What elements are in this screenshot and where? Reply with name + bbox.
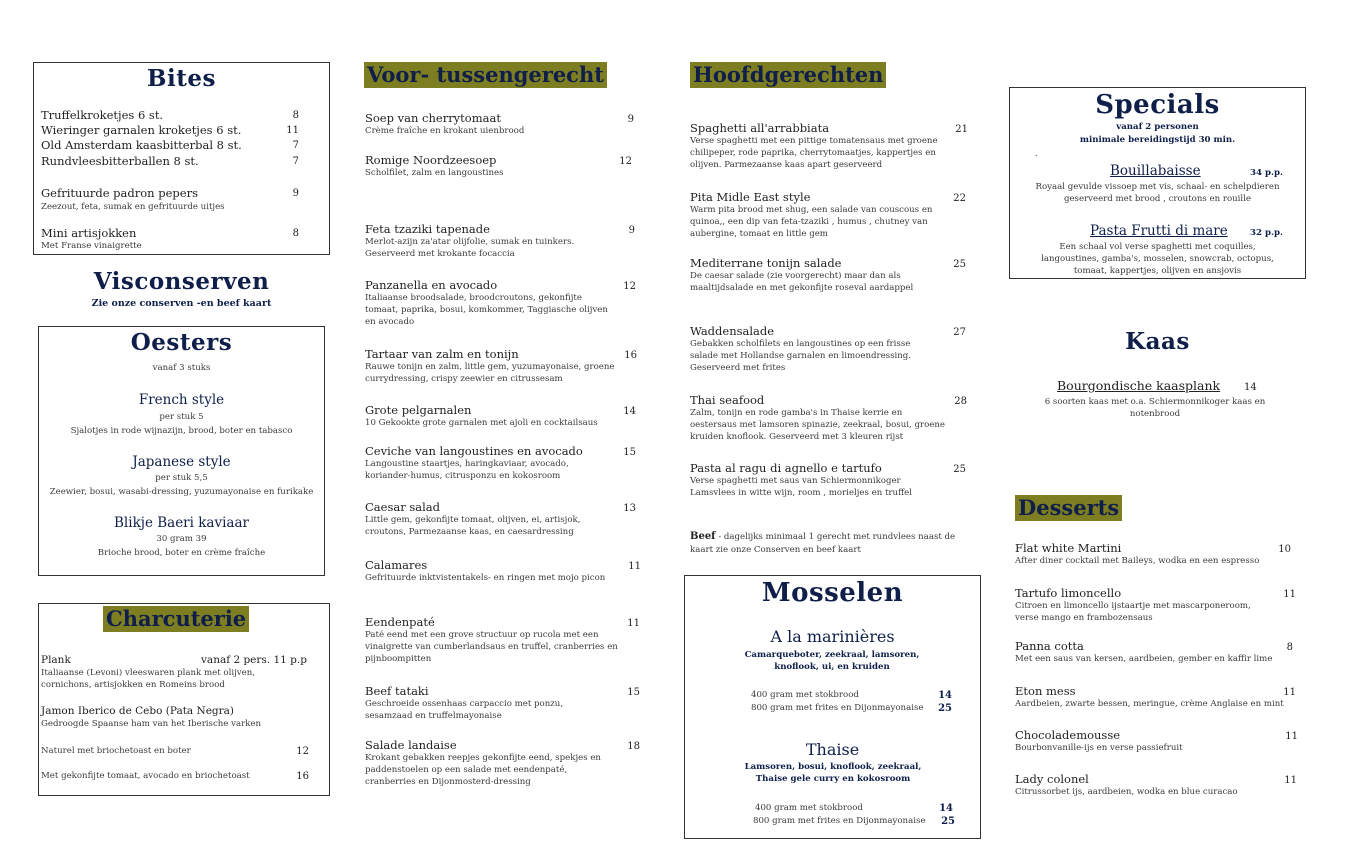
hoofd-item bbox=[690, 393, 950, 443]
dessert-name: Eton mess bbox=[1015, 684, 1076, 698]
mossel-option: 400 gram met stokbrood bbox=[751, 690, 859, 700]
mossel-option-price: 14 bbox=[938, 690, 952, 701]
special-price: 34 p.p. bbox=[1250, 168, 1283, 178]
jamon-option-price: 12 bbox=[296, 746, 309, 757]
bites-item-desc: Met Franse vinaigrette bbox=[41, 241, 142, 251]
voor-item-price: 15 bbox=[623, 447, 636, 458]
dessert-price: 11 bbox=[1283, 589, 1296, 600]
dessert-desc: Bourbonvanille-ijs en verse passiefruit bbox=[1015, 743, 1183, 753]
voor-item bbox=[365, 111, 625, 137]
oester-desc: Zeewier, bosui, wasabi-dressing, yuzumayonaise en furikake bbox=[49, 487, 314, 497]
voor-item bbox=[365, 278, 610, 328]
voor-title: Voor- tussengerecht bbox=[364, 62, 607, 88]
oesters-box bbox=[38, 326, 325, 576]
voor-item-name: Beef tataki bbox=[365, 684, 429, 698]
voor-item-desc: Rauwe tonijn en zalm, little gem, yuzumayonaise, groene currydressing, crispy zeewier en citrussesam bbox=[365, 362, 615, 384]
dessert-name: Lady colonel bbox=[1015, 772, 1089, 786]
dessert-price: 11 bbox=[1285, 731, 1298, 742]
specials-note2: minimale bereidingstijd 30 min. bbox=[1079, 135, 1236, 145]
voor-item-price: 9 bbox=[628, 225, 635, 236]
voor-item-name: Tartaar van zalm en tonijn bbox=[365, 347, 519, 361]
voor-item-name: Feta tzaziki tapenade bbox=[365, 222, 490, 236]
desserts-title: Desserts bbox=[1015, 495, 1122, 521]
voor-item-price: 15 bbox=[627, 687, 640, 698]
dessert-item bbox=[1015, 728, 1295, 754]
hoofd-item-name: Spaghetti all'arrabbiata bbox=[690, 121, 830, 135]
mossel-style-name: Thaise bbox=[805, 740, 860, 759]
bites-item-price: 11 bbox=[286, 125, 299, 136]
kaas-name: Bourgondische kaasplank bbox=[1057, 378, 1221, 393]
jamon-option-price: 16 bbox=[296, 771, 309, 782]
beef-label: Beef bbox=[690, 531, 716, 542]
special-desc: Een schaal vol verse spaghetti met coquilles, langoustines, gamba's, mosselen, snowcrab, octopus, tomaat, kappertjes, olijven en ansjovis bbox=[1041, 242, 1274, 276]
oester-price: 30 gram 39 bbox=[156, 534, 207, 544]
dessert-price: 10 bbox=[1278, 544, 1291, 555]
dessert-desc: Citrussorbet ijs, aardbeien, wodka en blue curacao bbox=[1015, 787, 1238, 797]
hoofd-item-price: 25 bbox=[953, 259, 966, 270]
specials-dot: . bbox=[1035, 149, 1038, 159]
bites-item-name: Rundvleesbitterballen 8 st. bbox=[41, 154, 199, 168]
hoofd-item-price: 21 bbox=[955, 124, 968, 135]
dessert-desc: Met een saus van kersen, aardbeien, gember en kaffir lime bbox=[1015, 654, 1273, 664]
mossel-style-name: A la marinières bbox=[770, 627, 895, 646]
dessert-item bbox=[1015, 684, 1315, 710]
mossel-option-price: 25 bbox=[941, 816, 955, 827]
voor-item bbox=[365, 558, 630, 584]
jamon-option: Met gekonfijte tomaat, avocado en briochetoast bbox=[41, 771, 250, 781]
hoofd-item bbox=[690, 190, 952, 240]
voor-item-desc: Paté eend met een grove structuur op rucola met een vinaigrette van cumberlandsaus en truffel, cranberries en pijnboompitten bbox=[365, 630, 618, 664]
dessert-desc: Citroen en limoncello ijstaartje met mascarponeroom, verse mango en frambozensaus bbox=[1015, 601, 1251, 623]
voor-item-price: 16 bbox=[624, 350, 637, 361]
oester-name: Blikje Baeri kaviaar bbox=[114, 515, 249, 531]
voor-item-desc: Scholfilet, zalm en langoustines bbox=[365, 168, 504, 178]
hoofd-item bbox=[690, 324, 940, 374]
hoofd-item-name: Pasta al ragu di agnello e tartufo bbox=[690, 461, 882, 475]
hoofd-item-name: Pita Midle East style bbox=[690, 190, 811, 204]
jamon-option: Naturel met briochetoast en boter bbox=[41, 746, 191, 756]
voor-item-name: Salade landaise bbox=[365, 738, 457, 752]
oester-desc: Sjalotjes in rode wijnazijn, brood, boter en tabasco bbox=[70, 426, 293, 436]
dessert-item bbox=[1015, 586, 1265, 624]
hoofd-item bbox=[690, 256, 940, 294]
dessert-name: Panna cotta bbox=[1015, 639, 1084, 653]
dessert-item bbox=[1015, 541, 1295, 567]
voor-item bbox=[365, 347, 615, 385]
hoofd-item-desc: Verse spaghetti met saus van Schiermonnikoger Lamsvlees in witte wijn, room , morieljes en truffel bbox=[690, 476, 913, 498]
visconserven-title: Visconserven bbox=[93, 268, 270, 295]
mossel-option: 800 gram met frites en Dijonmayonaise bbox=[751, 703, 924, 713]
dessert-item bbox=[1015, 772, 1295, 798]
voor-item-desc: Merlot-azijn za'atar olijfolie, sumak en tuinkers. Geserveerd met krokante focaccia bbox=[365, 237, 575, 259]
voor-item-name: Grote pelgarnalen bbox=[365, 403, 472, 417]
dessert-item bbox=[1015, 639, 1305, 665]
voor-item-desc: 10 Gekookte grote garnalen met ajoli en cocktailsaus bbox=[365, 418, 598, 428]
hoofd-item-price: 25 bbox=[953, 464, 966, 475]
oester-price: per stuk 5 bbox=[159, 412, 204, 422]
voor-item-price: 12 bbox=[619, 156, 632, 167]
charcuterie-box bbox=[38, 603, 330, 796]
jamon-desc: Gedroogde Spaanse ham van het Iberische varken bbox=[41, 719, 262, 729]
voor-item bbox=[365, 153, 625, 179]
dessert-price: 11 bbox=[1283, 687, 1296, 698]
dessert-desc: After diner cocktail met Baileys, wodka en een espresso bbox=[1015, 556, 1260, 566]
hoofd-item-price: 22 bbox=[953, 193, 966, 204]
voor-item-desc: Geschroeide ossenhaas carpaccio met ponzu, sesamzaad en truffelmayonaise bbox=[365, 699, 564, 721]
voor-item-name: Panzanella en avocado bbox=[365, 278, 498, 292]
plank-price: vanaf 2 pers. 11 p.p bbox=[201, 654, 307, 666]
bites-item-name: Wieringer garnalen kroketjes 6 st. bbox=[41, 123, 242, 137]
dessert-name: Flat white Martini bbox=[1015, 541, 1122, 555]
dessert-name: Tartufo limoncello bbox=[1015, 586, 1122, 600]
mossel-option-price: 25 bbox=[938, 703, 952, 714]
hoofd-item bbox=[690, 121, 952, 171]
voor-item-desc: Krokant gebakken reepjes gekonfijte eend, spekjes en paddenstoelen op een salade met eendenpaté, cranberries en Dijonmosterd-dressing bbox=[365, 753, 601, 787]
special-desc: Royaal gevulde vissoep met vis, schaal- en schelpdieren geserveerd met brood , croutons en rouille bbox=[1035, 182, 1280, 204]
special-price: 32 p.p. bbox=[1250, 228, 1283, 238]
jamon-name: Jamon Iberico de Cebo (Pata Negra) bbox=[41, 705, 235, 717]
oester-price: per stuk 5,5 bbox=[155, 473, 208, 483]
voor-item-name: Caesar salad bbox=[365, 500, 441, 514]
voor-item-price: 11 bbox=[627, 618, 640, 629]
specials-box bbox=[1009, 87, 1306, 279]
beef-note bbox=[690, 530, 975, 556]
hoofd-item bbox=[690, 461, 940, 499]
hoofd-item-price: 27 bbox=[953, 327, 966, 338]
voor-item-desc: Little gem, gekonfijte tomaat, olijven, ei, artisjok, croutons, Parmezaanse kaas, en caesardressing bbox=[365, 515, 581, 537]
plank-name: Plank bbox=[41, 654, 71, 666]
specials-note1: vanaf 2 personen bbox=[1116, 122, 1199, 132]
voor-item-name: Soep van cherrytomaat bbox=[365, 111, 501, 125]
bites-item-name: Mini artisjokken bbox=[41, 226, 137, 240]
mosselen-box bbox=[684, 575, 981, 839]
voor-item bbox=[365, 403, 625, 429]
oesters-title: Oesters bbox=[130, 329, 233, 356]
voor-item-desc: Crème fraîche en krokant uienbrood bbox=[365, 126, 525, 136]
hoofd-item-desc: Zalm, tonijn en rode gamba's in Thaise kerrie en oestersaus met lamsoren spinazie, zeekraal, bosui, groene kruiden knoflook. Geserveerd met 3 kleuren rijst bbox=[690, 408, 945, 442]
mossel-option: 800 gram met frites en Dijonmayonaise bbox=[753, 816, 926, 826]
bites-item-name: Truffelkroketjes 6 st. bbox=[41, 108, 164, 122]
bites-item-name: Gefrituurde padron pepers bbox=[41, 186, 198, 200]
oester-name: French style bbox=[138, 392, 225, 408]
voor-item-price: 13 bbox=[623, 503, 636, 514]
voor-item bbox=[365, 615, 620, 665]
voor-item-price: 9 bbox=[627, 114, 634, 125]
kaas-desc: 6 soorten kaas met o.a. Schiermonnikoger kaas en notenbrood bbox=[1044, 397, 1266, 419]
mossel-style-desc: Lamsoren, bosui, knoflook, zeekraal, Thaise gele curry en kokosroom bbox=[744, 762, 922, 784]
dessert-price: 11 bbox=[1284, 775, 1297, 786]
mossel-option-price: 14 bbox=[939, 803, 953, 814]
specials-title: Specials bbox=[1095, 90, 1220, 120]
voor-item bbox=[365, 684, 610, 722]
hoofd-item-desc: Verse spaghetti met een pittige tomatensaus met groene chilipeper, rode paprika, cherrytomaatjes, kappertjes en olijven. Parmezaanse kaas apart geserveerd bbox=[690, 136, 938, 170]
bites-item-price: 9 bbox=[292, 188, 299, 199]
bites-item-price: 8 bbox=[292, 228, 299, 239]
voor-item bbox=[365, 222, 610, 260]
hoofd-item-desc: Warm pita brood met shug, een salade van couscous en quinoa,, een dip van feta-tzaziki , humus , chutney van aubergine, tomaat en little gem bbox=[690, 205, 933, 239]
voor-item-name: Ceviche van langoustines en avocado bbox=[365, 444, 583, 458]
voor-item bbox=[365, 444, 610, 482]
voor-item bbox=[365, 738, 620, 788]
bites-item-price: 8 bbox=[292, 110, 299, 121]
dessert-desc: Aardbeien, zwarte bessen, meringue, crème Anglaise en mint bbox=[1015, 699, 1284, 709]
dessert-price: 8 bbox=[1286, 642, 1293, 653]
special-name: Pasta Frutti di mare bbox=[1090, 223, 1228, 239]
dessert-name: Chocolademousse bbox=[1015, 728, 1121, 742]
kaas-price: 14 bbox=[1244, 382, 1257, 393]
voor-item-desc: Gefrituurde inktvistentakels- en ringen met mojo picon bbox=[365, 573, 606, 583]
voor-item-price: 12 bbox=[623, 281, 636, 292]
voor-item-price: 11 bbox=[628, 561, 641, 572]
bites-item-price: 7 bbox=[292, 140, 299, 151]
bites-item-desc: Zeezout, feta, sumak en gefrituurde uitjes bbox=[41, 202, 225, 212]
mossel-style-desc: Camarqueboter, zeekraal, lamsoren, knoflook, ui, en kruiden bbox=[744, 650, 920, 672]
voor-item-desc: Italiaanse broodsalade, broodcroutons, gekonfijte tomaat, paprika, bosui, komkommer, Taggiasche olijven en avocado bbox=[365, 293, 608, 327]
hoofd-item-name: Thai seafood bbox=[690, 393, 765, 407]
mossel-option: 400 gram met stokbrood bbox=[755, 803, 863, 813]
beef-note-text: - dagelijks minimaal 1 gerecht met rundvlees naast de kaart zie onze Conserven en beef kaart bbox=[690, 532, 956, 555]
oester-name: Japanese style bbox=[132, 454, 231, 470]
bites-item-name: Old Amsterdam kaasbitterbal 8 st. bbox=[41, 138, 242, 152]
voor-item-price: 14 bbox=[623, 406, 636, 417]
voor-item-desc: Langoustine staartjes, haringkaviaar, avocado, koriander-humus, citrusponzu en kokosroom bbox=[365, 459, 569, 481]
bites-title: Bites bbox=[147, 65, 216, 92]
kaas-title: Kaas bbox=[1125, 328, 1190, 355]
mosselen-title: Mosselen bbox=[761, 578, 904, 608]
hoofd-item-name: Mediterrane tonijn salade bbox=[690, 256, 842, 270]
voor-item-name: Calamares bbox=[365, 558, 428, 572]
special-name: Bouillabaisse bbox=[1110, 163, 1201, 179]
hoofd-item-desc: Gebakken scholfilets en langoustines op een frisse salade met Hollandse garnalen en limoendressing. Geserveerd met frites bbox=[690, 339, 912, 373]
visconserven-note: Zie onze conserven -en beef kaart bbox=[91, 298, 272, 309]
hoofd-title: Hoofdgerechten bbox=[690, 62, 886, 88]
bites-item-price: 7 bbox=[292, 156, 299, 167]
bites-box bbox=[33, 62, 330, 255]
plank-desc: Italiaanse (Levoni) vleeswaren plank met olijven, cornichons, artisjokken en Romeins brood bbox=[41, 668, 255, 690]
hoofd-item-price: 28 bbox=[954, 396, 967, 407]
voor-item-name: Romige Noordzeesoep bbox=[365, 153, 497, 167]
charcuterie-title: Charcuterie bbox=[103, 606, 249, 632]
voor-item bbox=[365, 500, 610, 538]
oesters-note: vanaf 3 stuks bbox=[152, 363, 211, 373]
voor-item-name: Eendenpaté bbox=[365, 615, 435, 629]
oester-desc: Brioche brood, boter en crème fraîche bbox=[97, 548, 266, 558]
hoofd-item-name: Waddensalade bbox=[690, 324, 775, 338]
hoofd-item-desc: De caesar salade (zie voorgerecht) maar dan als maaltijdsalade en met gekonfijte roseval aardappel bbox=[690, 271, 914, 293]
voor-item-price: 18 bbox=[627, 741, 640, 752]
